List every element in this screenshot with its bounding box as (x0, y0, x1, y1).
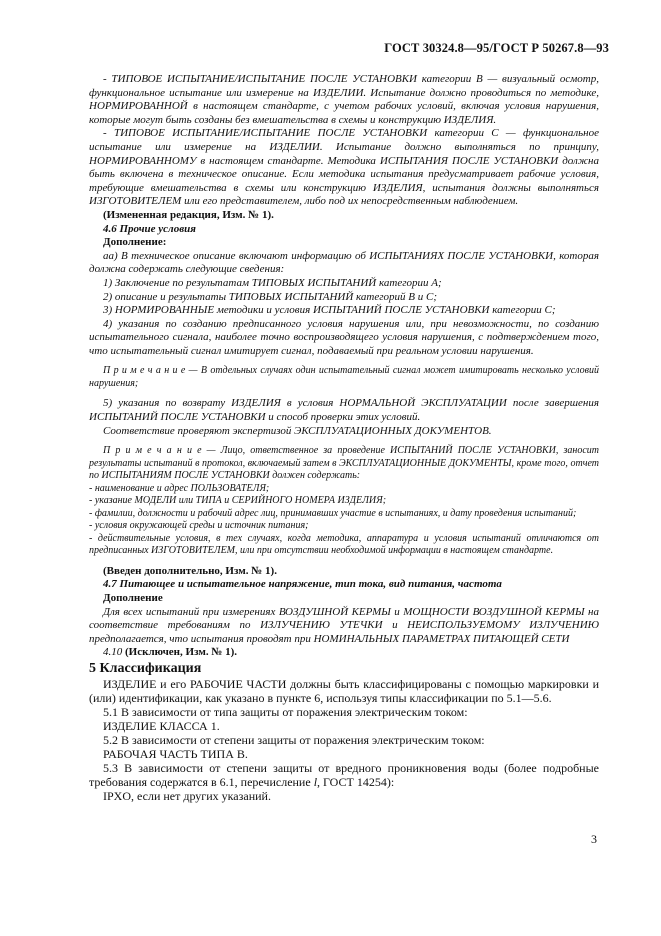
note-responsible-person: П р и м е ч а н и е — Лицо, ответственное за проведение ИСПЫТАНИЙ ПОСЛЕ УСТАНОВКИ, заносит результаты испытаний в протокол, включаемый затем в ЭКСПЛУАТАЦИОННЫЕ ДОКУМЕНТЫ, кроме того, отчет по ИСПЫТАНИЯМ ПОСЛЕ УСТАНОВКИ должен содержать: (89, 445, 599, 482)
supplement-label: Дополнение (103, 591, 163, 604)
subsection-number: 4.10 (103, 646, 123, 659)
note-item: - указание МОДЕЛИ или ТИПА и СЕРИЙНОГО НОМЕРА ИЗДЕЛИЯ; (89, 495, 387, 507)
list-item-3: 3) НОРМИРОВАННЫЕ методики и условия ИСПЫТАНИЙ ПОСЛЕ УСТАНОВКИ категории С; (103, 304, 556, 317)
subsection-4-10 (89, 646, 599, 660)
note-signal: П р и м е ч а н и е — В отдельных случаях один испытательный сигнал может имитировать несколько условий нарушения; (89, 365, 599, 389)
subsection-heading-4-6: 4.6 Прочие условия (103, 222, 196, 235)
page-number: 3 (591, 832, 597, 846)
clause-5-2: 5.2 В зависимости от степени защиты от поражения электрическим током: (103, 732, 485, 747)
subsection-heading-4-7: 4.7 Питающее и испытательное напряжение, тип тока, вид питания, частота (103, 578, 502, 591)
note-item: - действительные условия, в тех случаях, когда методика, аппаратура и условия испытаний отличаются от предписанных ИЗГОТОВИТЕЛЕМ, или при отсутствии необходимой информации в настоящем стандарте. (89, 532, 599, 557)
clause-5-2-value: РАБОЧАЯ ЧАСТЬ ТИПА В. (103, 746, 248, 761)
note-item: - наименование и адрес ПОЛЬЗОВАТЕЛЯ; (89, 482, 270, 494)
clause-5-3: 5.3 В зависимости от степени защиты от вредного проникновения воды (более подробные требования содержатся в 6.1, перечисление l, ГОСТ 14254): (89, 760, 599, 789)
note-item: - условия окружающей среды и источник питания; (89, 520, 309, 532)
list-item-4: 4) указания по созданию предписанного условия нарушения или, при невозможности, по созданию испытательного сигнала, наиболее точно воспроизводящего условия нарушения, с подтверждением того, что испытательный сигнал имитирует сигнал, подаваемый при реальном условии нарушения. (89, 317, 599, 357)
paragraph-4-7: Для всех испытаний при измерениях ВОЗДУШНОЙ КЕРМЫ и МОЩНОСТИ ВОЗДУШНОЙ КЕРМЫ на соответствие требованиям по ИЗЛУЧЕНИЮ УТЕЧКИ и НЕИСПОЛЬЗУЕМОМУ ИЗЛУЧЕНИЮ предполагается, что испытания проводят при НОМИНАЛЬНЫХ ПАРАМЕТРАХ ПИТАЮЩЕЙ СЕТИ (89, 605, 599, 645)
paragraph-classification-intro: ИЗДЕЛИЕ и его РАБОЧИЕ ЧАСТИ должны быть классифицированы с помощью маркировки и (или) идентификации, как указано в пункте 6, используя типы классификации по 5.1—5.6. (89, 676, 599, 705)
document-header: ГОСТ 30324.8—95/ГОСТ Р 50267.8—93 (384, 41, 609, 55)
excluded-note: (Исключен, Изм. № 1). (122, 646, 238, 659)
paragraph-aa: аа) В техническое описание включают информацию об ИСПЫТАНИЯХ ПОСЛЕ УСТАНОВКИ, которая должна содержать следующие сведения: (89, 249, 599, 276)
paragraph-category-b: - ТИПОВОЕ ИСПЫТАНИЕ/ИСПЫТАНИЕ ПОСЛЕ УСТАНОВКИ категории В — визуальный осмотр, функциональное испытание или измерение на ИЗДЕЛИИ. Испытание должно проводиться по методике, НОРМИРОВАННОЙ в настоящем стандарте, с учетом рабочих условий, включая условия нарушения, которые могут быть созданы без вмешательства в схемы и конструкцию ИЗДЕЛИЯ. (89, 73, 599, 126)
conformity-statement: Соответствие проверяют экспертизой ЭКСПЛУАТАЦИОННЫХ ДОКУМЕНТОВ. (103, 424, 492, 437)
list-item-1: 1) Заключение по результатам ТИПОВЫХ ИСПЫТАНИЙ категории А; (103, 276, 442, 289)
document-body (89, 73, 599, 803)
amendment-note: (Измененная редакция, Изм. № 1). (103, 208, 274, 221)
paragraph-category-c: - ТИПОВОЕ ИСПЫТАНИЕ/ИСПЫТАНИЕ ПОСЛЕ УСТАНОВКИ категории С — функциональное испытание или измерение на ИЗДЕЛИИ. Испытание должно выполняться по принципу, НОРМИРОВАННОМУ в настоящем стандарте. Методика ИСПЫТАНИЯ ПОСЛЕ УСТАНОВКИ должна быть включена в техническое описание. Если методика испытания предусматривает рабочие условия, требующие вмешательства в схемы или конструкцию ИЗДЕЛИЯ, испытания должны выполняться ИЗГОТОВИТЕЛЕМ или его представителем, либо под их непосредственным наблюдением. (89, 127, 599, 208)
supplement-label: Дополнение: (103, 236, 167, 249)
clause-5-1-value: ИЗДЕЛИЕ КЛАССА 1. (103, 718, 220, 733)
list-item-5: 5) указания по возврату ИЗДЕЛИЯ в условия НОРМАЛЬНОЙ ЭКСПЛУАТАЦИИ после завершения ИСПЫТАНИЙ ПОСЛЕ УСТАНОВКИ и способ проверки этих условий. (89, 397, 599, 424)
note-item: - фамилии, должности и рабочий адрес лиц, принимавших участие в испытаниях, и дату проведения испытаний; (89, 507, 577, 519)
amendment-note: (Введен дополнительно, Изм. № 1). (103, 564, 277, 577)
section-title-classification: 5 Классификация (89, 660, 202, 676)
clause-5-3-value: IPXO, если нет других указаний. (103, 788, 271, 803)
list-item-2: 2) описание и результаты ТИПОВЫХ ИСПЫТАНИЙ категорий В и С; (103, 290, 438, 303)
clause-5-1: 5.1 В зависимости от типа защиты от поражения электрическим током: (103, 704, 468, 719)
